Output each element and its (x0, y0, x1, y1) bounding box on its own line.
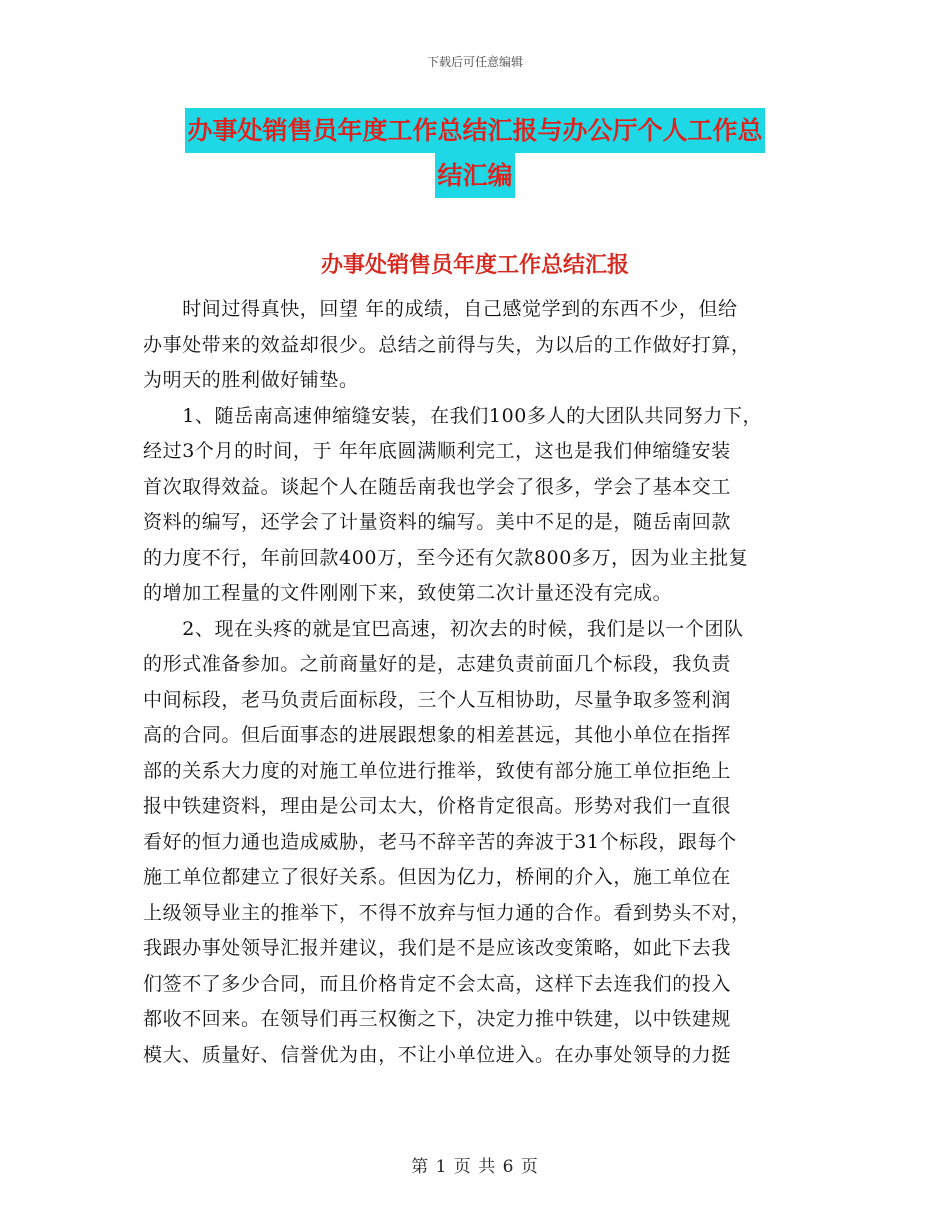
body-line: 的力度不行，年前回款400万，至今还有欠款800多万，因为业主批复 (143, 546, 749, 569)
body-line: 首次取得效益。谈起个人在随岳南我也学会了很多，学会了基本交工 (143, 475, 732, 498)
body-line: 们签不了多少合同，而且价格肯定不会太高，这样下去连我们的投入 (143, 972, 732, 995)
body-line: 看好的恒力通也造成威胁，老马不辞辛苦的奔波于31个标段，跟每个 (143, 830, 737, 853)
body-line: 经过3个月的时间，于 年年底圆满顺利完工，这也是我们伸缩缝安装 (143, 440, 731, 462)
page-number-footer: 第 1 页 共 6 页 (411, 1157, 539, 1177)
document-title-line-1: 办事处销售员年度工作总结汇报与办公厅个人工作总 (185, 108, 764, 153)
body-line: 1、随岳南高速伸缩缝安装，在我们100多人的大团队共同努力下， (143, 404, 763, 427)
body-line: 2、现在头疼的就是宜巴高速，初次去的时候，我们是以一个团队 (143, 617, 744, 640)
document-title-line-2: 结汇编 (435, 153, 514, 198)
body-line: 报中铁建资料，理由是公司太大，价格肯定很高。形势对我们一直很 (143, 795, 732, 817)
body-line: 为明天的胜利做好铺垫。 (143, 369, 359, 391)
body-line: 中间标段，老马负责后面标段，三个人互相协助，尽量争取多签利润 (143, 688, 732, 711)
body-line: 的增加工程量的文件刚刚下来，致使第二次计量还没有完成。 (143, 582, 673, 604)
document-title (150, 108, 800, 198)
body-line: 上级领导业主的推举下，不得不放弃与恒力通的合作。看到势头不对， (143, 901, 751, 924)
body-line: 模大、质量好、信誉优为由，不让小单位进入。在办事处领导的力挺 (143, 1043, 732, 1066)
body-line: 部的关系大力度的对施工单位进行推举，致使有部分施工单位拒绝上 (143, 759, 732, 782)
body-text (143, 292, 813, 1073)
body-line: 时间过得真快，回望 年的成绩，自己感觉学到的东西不少，但给 (143, 298, 738, 320)
body-line: 都收不回来。在领导们再三权衡之下，决定力推中铁建，以中铁建规 (143, 1008, 732, 1030)
body-line: 办事处带来的效益却很少。总结之前得与失，为以后的工作做好打算， (143, 333, 751, 356)
body-line: 高的合同。但后面事态的进展跟想象的相差甚远，其他小单位在指挥 (143, 724, 732, 746)
body-line: 施工单位都建立了很好关系。但因为亿力，桥闸的介入，施工单位在 (143, 866, 732, 888)
body-line: 资料的编写，还学会了计量资料的编写。美中不足的是，随岳南回款 (143, 511, 732, 533)
body-line: 的形式准备参加。之前商量好的是，志建负责前面几个标段，我负责 (143, 653, 732, 675)
section-title: 办事处销售员年度工作总结汇报 (320, 253, 629, 278)
body-line: 我跟办事处领导汇报并建议，我们是不是应该改变策略，如此下去我 (143, 937, 732, 959)
header-note: 下载后可任意编辑 (426, 55, 523, 69)
